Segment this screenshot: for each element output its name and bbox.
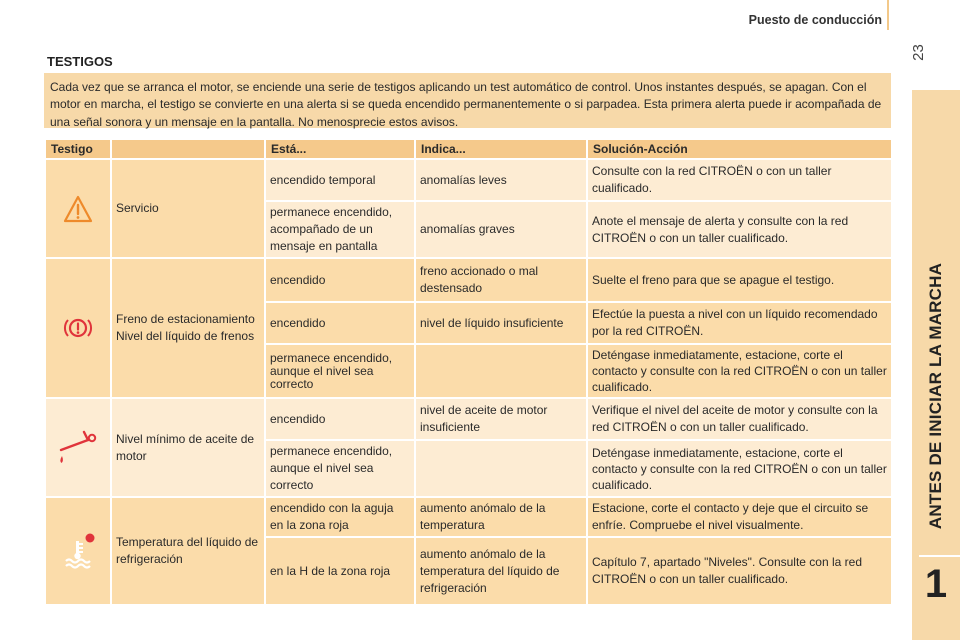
indicates-cell: freno accionado o mal destensado	[415, 258, 587, 302]
column-header-testigo: Testigo	[45, 139, 111, 159]
state-cell: encendido temporal	[265, 159, 415, 201]
indicates-cell	[415, 440, 587, 497]
light-name-servicio: Servicio	[111, 159, 265, 258]
oil-icon-cell	[45, 398, 111, 497]
side-tab-divider	[919, 555, 960, 557]
state-cell: permanece encendido, aunque el nivel sea correcto	[265, 440, 415, 497]
oil-level-icon	[57, 429, 99, 467]
service-icon-cell	[45, 159, 111, 258]
column-header-indica: Indica...	[415, 139, 587, 159]
chapter-number: 1	[924, 562, 948, 606]
state-cell: permanece encendido, acompañado de un mensaje en pantalla	[265, 201, 415, 258]
state-cell: encendido con la aguja en la zona roja	[265, 497, 415, 537]
solution-cell: Deténgase inmediatamente, estacione, corte el contacto y consulte con la red CITROËN o con un taller cualificado.	[587, 440, 892, 497]
brake-warning-icon	[63, 315, 93, 341]
running-header: Puesto de conducción	[748, 13, 882, 27]
solution-cell: Consulte con la red CITROËN o con un taller cualificado.	[587, 159, 892, 201]
table-row	[45, 159, 892, 201]
indicates-cell	[415, 344, 587, 398]
warning-triangle-icon	[63, 194, 93, 224]
solution-cell: Efectúe la puesta a nivel con un líquido recomendado por la red CITROËN.	[587, 302, 892, 344]
state-cell: permanece encendido, aunque el nivel sea correcto	[265, 344, 415, 398]
table-header-row	[45, 139, 892, 159]
light-name-temperatura: Temperatura del líquido de refrigeración	[111, 497, 265, 605]
solution-cell: Capítulo 7, apartado "Niveles". Consulte con la red CITROËN o con un taller cualificado.	[587, 537, 892, 605]
state-cell: encendido	[265, 258, 415, 302]
indicates-cell: aumento anómalo de la temperatura del líquido de refrigeración	[415, 537, 587, 605]
state-cell: encendido	[265, 398, 415, 440]
solution-cell: Anote el mensaje de alerta y consulte con la red CITROËN o con un taller cualificado.	[587, 201, 892, 258]
coolant-temperature-icon	[57, 531, 99, 571]
page-number: 23	[909, 44, 927, 61]
indicates-cell: anomalías leves	[415, 159, 587, 201]
light-name-freno: Freno de estacionamiento Nivel del líquido de frenos	[111, 258, 265, 398]
table-row	[45, 398, 892, 440]
indicates-cell: nivel de líquido insuficiente	[415, 302, 587, 344]
section-title: TESTIGOS	[47, 54, 113, 69]
solution-cell: Estacione, corte el contacto y deje que el circuito se enfríe. Compruebe el nivel visualmente.	[587, 497, 892, 537]
state-cell: en la H de la zona roja	[265, 537, 415, 605]
indicates-cell: anomalías graves	[415, 201, 587, 258]
state-cell: encendido	[265, 302, 415, 344]
chapter-title: ANTES DE INICIAR LA MARCHA	[926, 262, 945, 530]
header-divider	[887, 0, 889, 30]
brake-icon-cell	[45, 258, 111, 398]
indicates-cell: aumento anómalo de la temperatura	[415, 497, 587, 537]
solution-cell: Suelte el freno para que se apague el testigo.	[587, 258, 892, 302]
solution-cell: Verifique el nivel del aceite de motor y consulte con la red CITROËN o con un taller cualificado.	[587, 398, 892, 440]
table-row	[45, 258, 892, 302]
column-header-esta: Está...	[265, 139, 415, 159]
temperature-icon-cell	[45, 497, 111, 605]
indicates-cell: nivel de aceite de motor insuficiente	[415, 398, 587, 440]
column-header-name	[111, 139, 265, 159]
warning-lights-table	[44, 138, 893, 606]
column-header-solucion: Solución-Acción	[587, 139, 892, 159]
table-row	[45, 497, 892, 537]
intro-paragraph: Cada vez que se arranca el motor, se enciende una serie de testigos aplicando un test automático de control. Unos instantes después, se apagan. Con el motor en marcha, el testigo se convierte en una alerta si se queda encendido permanentemente o si parpadea. Esta primera alerta puede ir acompañada de una señal sonora y un mensaje en la pantalla. No menosprecie estos avisos.	[44, 73, 891, 128]
solution-cell: Deténgase inmediatamente, estacione, corte el contacto y consulte con la red CITROËN o con un taller cualificado.	[587, 344, 892, 398]
light-name-aceite: Nivel mínimo de aceite de motor	[111, 398, 265, 497]
